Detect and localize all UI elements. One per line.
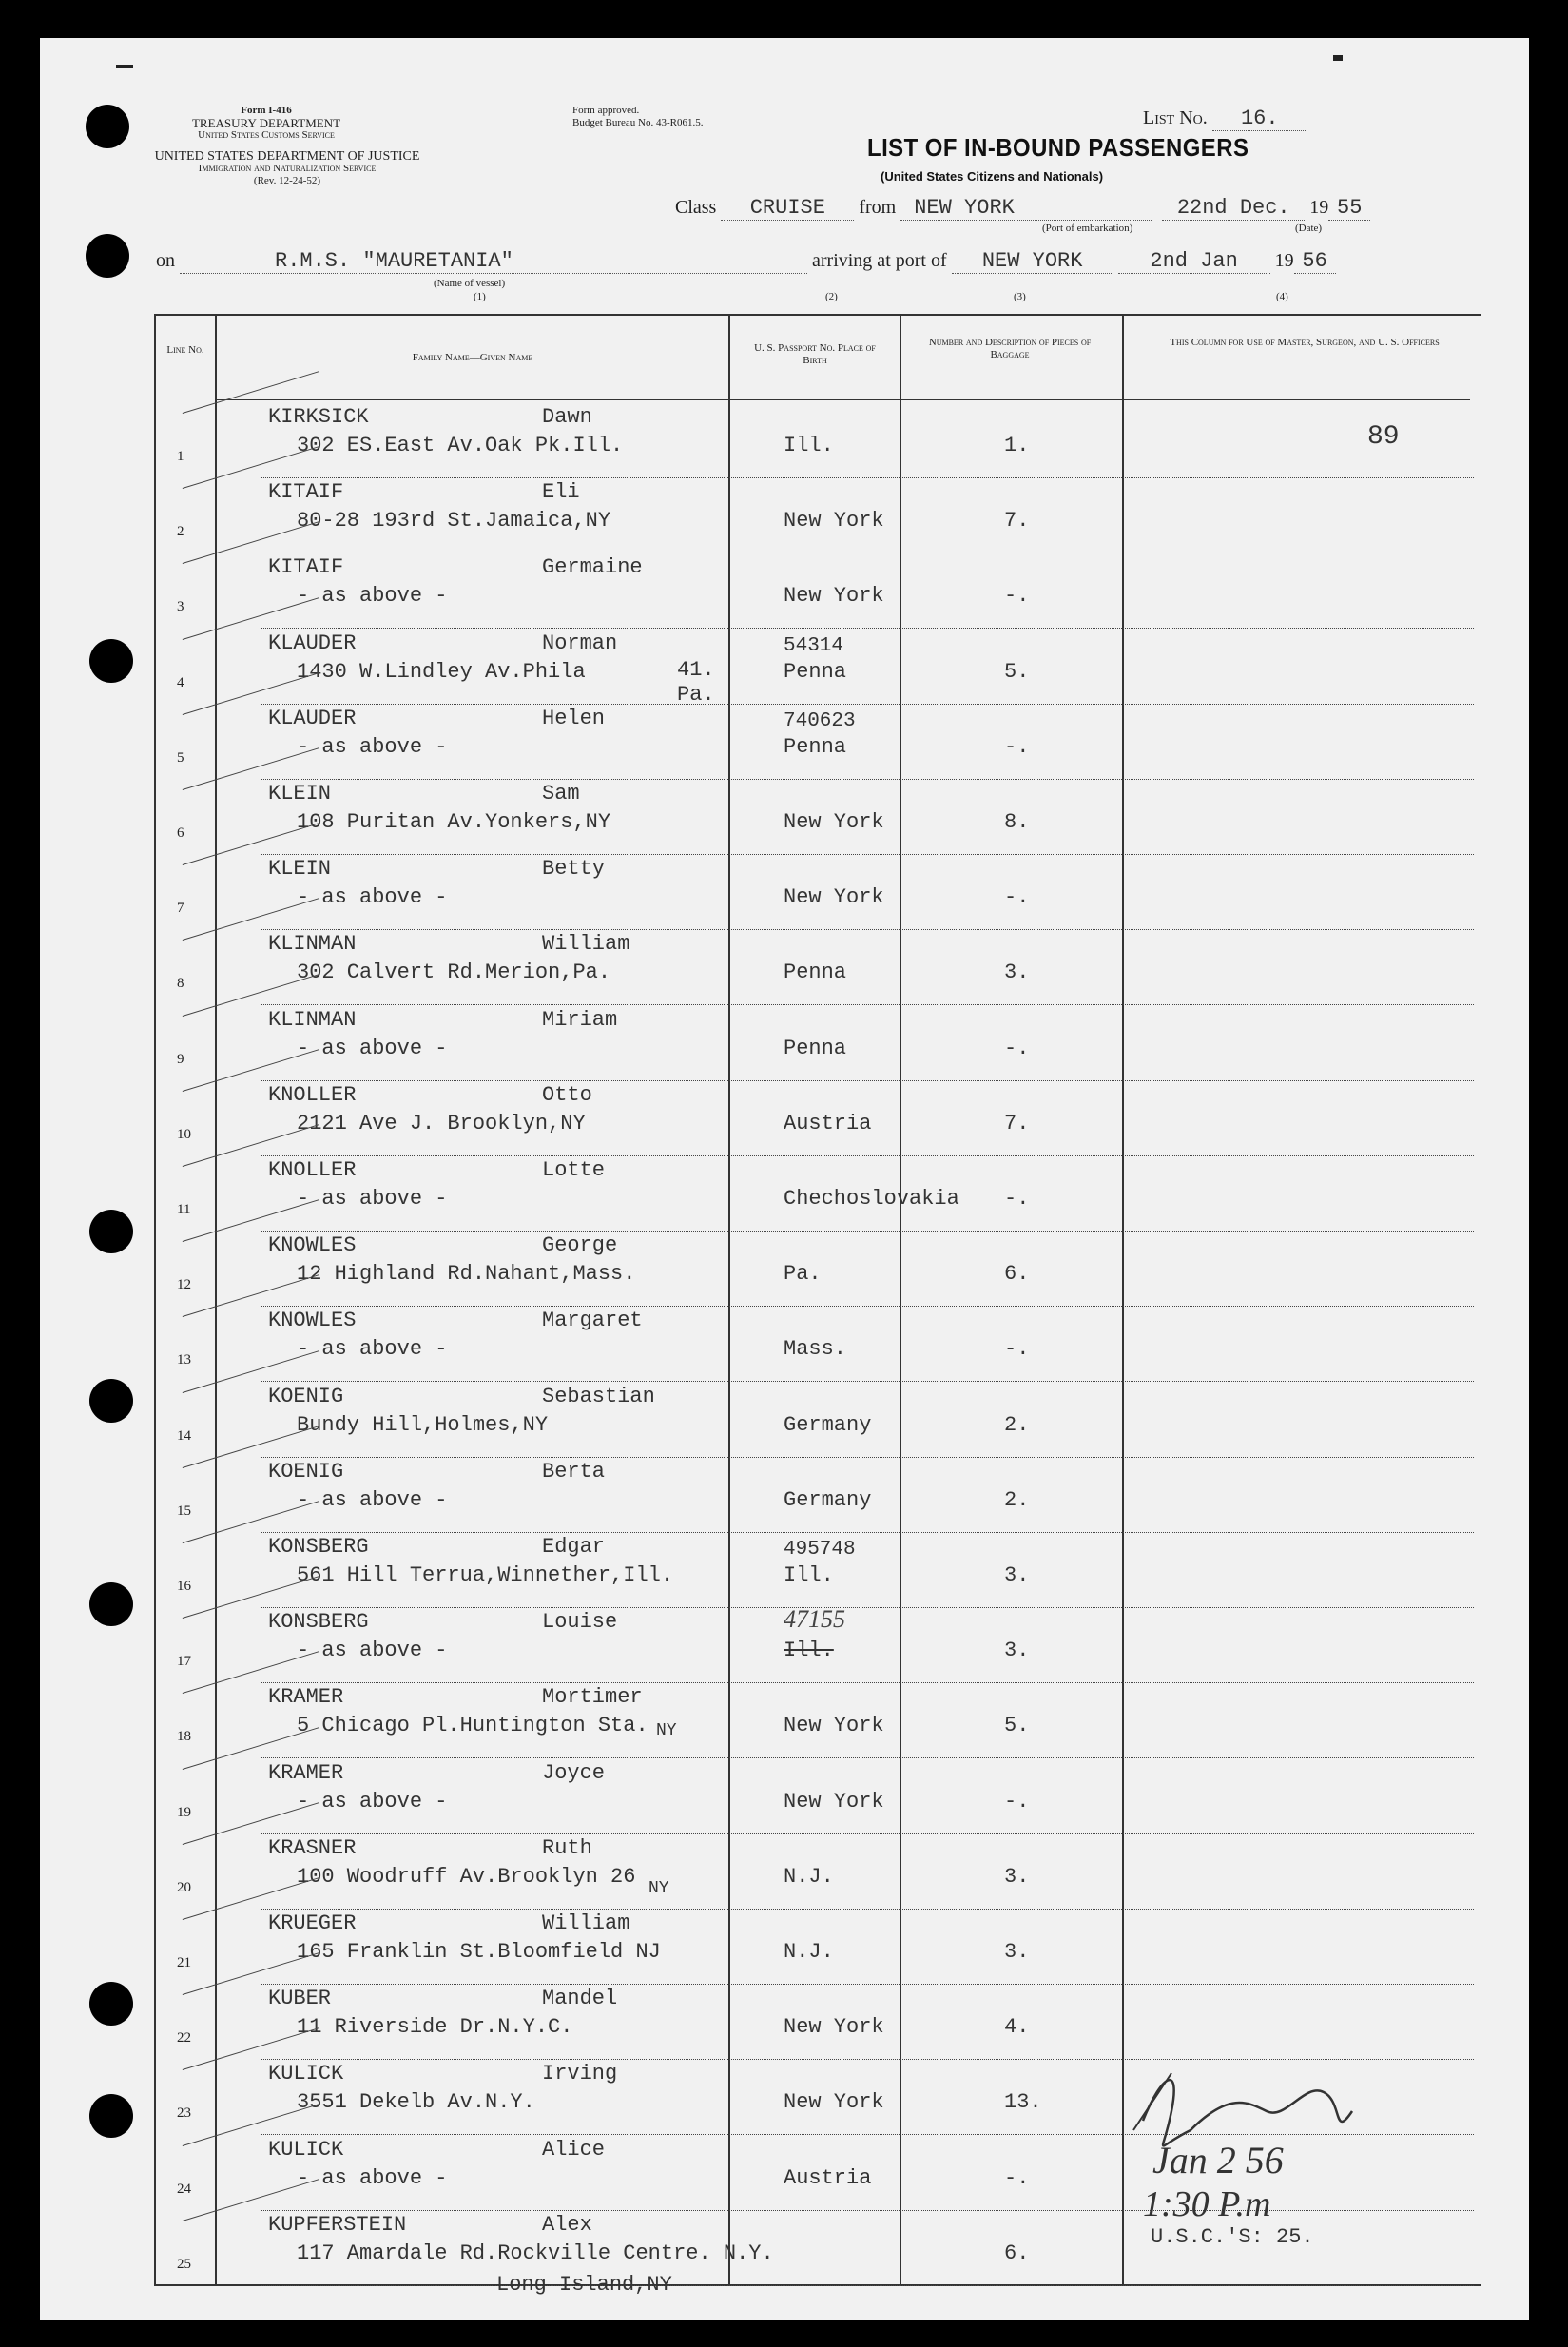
place-of-birth: Pa. bbox=[784, 1262, 822, 1287]
baggage-count: 2. bbox=[1004, 1412, 1030, 1437]
from-label: from bbox=[859, 197, 897, 218]
table-top-border bbox=[154, 314, 1481, 316]
address: 1430 W.Lindley Av.Phila bbox=[297, 659, 586, 684]
line-number: 13 bbox=[177, 1352, 191, 1368]
address: - as above - bbox=[297, 1487, 448, 1512]
revision-label: (Rev. 12-24-52) bbox=[253, 175, 321, 186]
line-number: 25 bbox=[177, 2256, 191, 2272]
header-baggage: Number and Description of Pieces of Baggage bbox=[928, 337, 1092, 360]
baggage-count: 5. bbox=[1004, 659, 1030, 684]
address: - as above - bbox=[297, 885, 448, 910]
header-underline bbox=[215, 399, 1470, 400]
baggage-count: -. bbox=[1004, 885, 1030, 910]
place-of-birth: New York bbox=[784, 1714, 884, 1738]
given-name: Ruth bbox=[542, 1835, 592, 1860]
budget-label: Budget Bureau No. 43-R061.5. bbox=[572, 117, 704, 128]
list-number-value: 16. bbox=[1212, 107, 1307, 131]
handwritten-passport-no: 47155 bbox=[784, 1605, 845, 1633]
family-name: KOENIG bbox=[268, 1459, 344, 1484]
address: - as above - bbox=[297, 1337, 448, 1362]
baggage-count: -. bbox=[1004, 734, 1030, 759]
line-number: 5 bbox=[177, 749, 184, 766]
arrival-port: NEW YORK bbox=[952, 249, 1113, 274]
date-year: 55 bbox=[1328, 196, 1370, 221]
approved-label: Form approved. bbox=[572, 105, 640, 116]
address: 302 Calvert Rd.Merion,Pa. bbox=[297, 960, 611, 985]
on-label: on bbox=[156, 250, 175, 271]
baggage-count: 7. bbox=[1004, 1111, 1030, 1135]
address: 3551 Dekelb Av.N.Y. bbox=[297, 2090, 535, 2115]
passenger-table bbox=[40, 403, 1529, 2286]
family-name: KITAIF bbox=[268, 555, 344, 580]
place-of-birth: Ill. bbox=[784, 434, 834, 457]
given-name: Sam bbox=[542, 782, 580, 805]
line-number: 6 bbox=[177, 825, 184, 841]
class-label: Class bbox=[675, 197, 717, 218]
port-emb-caption: (Port of embarkation) bbox=[1042, 223, 1133, 234]
place-of-birth: New York bbox=[784, 584, 884, 609]
address: 5 Chicago Pl.Huntington Sta. bbox=[297, 1714, 648, 1738]
family-name: KULICK bbox=[268, 2137, 344, 2162]
address: 561 Hill Terrua,Winnether,Ill. bbox=[297, 1563, 674, 1587]
given-name: Betty bbox=[542, 857, 606, 882]
family-name: KNOWLES bbox=[268, 1309, 357, 1333]
line-number: 21 bbox=[177, 1955, 191, 1970]
passport-number: 495748 bbox=[784, 1539, 856, 1561]
place-of-birth: Penna bbox=[784, 1036, 847, 1060]
place-of-birth: Penna bbox=[784, 734, 847, 759]
passport-number: 54314 bbox=[784, 634, 844, 657]
family-name: KRAMER bbox=[268, 1685, 344, 1710]
vessel-caption: (Name of vessel) bbox=[434, 278, 506, 289]
form-number: Form I-416 bbox=[241, 105, 292, 116]
arrival-year-prefix: 19 bbox=[1274, 250, 1294, 271]
table-row bbox=[40, 1683, 1529, 1758]
justice-header bbox=[97, 150, 477, 187]
given-name: Helen bbox=[542, 706, 606, 730]
given-name: William bbox=[542, 1911, 630, 1935]
from-value: NEW YORK bbox=[900, 196, 1152, 221]
address: - as above - bbox=[297, 2165, 448, 2190]
col4-num: (4) bbox=[1276, 291, 1288, 302]
address: 117 Amardale Rd.Rockville Centre. N.Y. bbox=[297, 2240, 774, 2265]
baggage-count: -. bbox=[1004, 1187, 1030, 1211]
address: Bundy Hill,Holmes,NY bbox=[297, 1412, 549, 1437]
family-name: KRUEGER bbox=[268, 1911, 357, 1935]
given-name: Mortimer bbox=[542, 1685, 643, 1710]
list-label: List No. bbox=[1143, 107, 1208, 128]
family-name: KLAUDER bbox=[268, 706, 357, 730]
given-name: Louise bbox=[542, 1610, 618, 1635]
document-subtitle: (United States Citizens and Nationals) bbox=[881, 169, 1104, 184]
family-name: KRAMER bbox=[268, 1760, 344, 1785]
document-title: LIST OF IN-BOUND PASSENGERS bbox=[867, 133, 1249, 162]
address: - as above - bbox=[297, 1789, 448, 1814]
family-name: KLEIN bbox=[268, 782, 332, 805]
place-of-birth: New York bbox=[784, 509, 884, 533]
customs-label: United States Customs Service bbox=[198, 129, 335, 141]
place-of-birth: Mass. bbox=[784, 1337, 847, 1362]
place-of-birth: N.J. bbox=[784, 1864, 834, 1889]
baggage-count: 8. bbox=[1004, 810, 1030, 834]
line-number: 19 bbox=[177, 1804, 191, 1820]
line-number: 12 bbox=[177, 1277, 191, 1293]
ins-label: Immigration and Naturalization Service bbox=[198, 163, 377, 174]
document-sheet bbox=[40, 38, 1529, 2320]
baggage-count: 7. bbox=[1004, 509, 1030, 533]
place-of-birth: New York bbox=[784, 810, 884, 834]
line-number: 2 bbox=[177, 524, 184, 540]
given-name: Alice bbox=[542, 2137, 606, 2162]
family-name: KNOLLER bbox=[268, 1158, 357, 1182]
address: 80-28 193rd St.Jamaica,NY bbox=[297, 509, 611, 533]
header-name: Family Name—Given Name bbox=[412, 352, 533, 363]
address: 12 Highland Rd.Nahant,Mass. bbox=[297, 1262, 636, 1287]
line-number: 15 bbox=[177, 1503, 191, 1519]
binder-hole bbox=[86, 234, 129, 278]
handwritten-time: 1:30 P.m bbox=[1143, 2184, 1271, 2224]
address: - as above - bbox=[297, 1187, 448, 1211]
place-of-birth: Austria bbox=[784, 2165, 872, 2190]
family-name: KLINMAN bbox=[268, 932, 357, 957]
table-row bbox=[40, 1759, 1529, 1834]
usc-total: U.S.C.'S: 25. bbox=[1151, 2225, 1314, 2249]
place-of-birth: Ill. bbox=[784, 1639, 834, 1663]
arrival-year: 56 bbox=[1294, 249, 1336, 274]
col2-num: (2) bbox=[825, 291, 838, 302]
place-of-birth: Ill. bbox=[784, 1563, 834, 1587]
given-name: Irving bbox=[542, 2062, 618, 2086]
address: 108 Puritan Av.Yonkers,NY bbox=[297, 810, 611, 834]
given-name: William bbox=[542, 932, 630, 957]
given-name: George bbox=[542, 1233, 618, 1258]
passport-number: 740623 bbox=[784, 709, 856, 732]
family-name: KNOWLES bbox=[268, 1233, 357, 1258]
place-of-birth: Penna bbox=[784, 659, 847, 684]
baggage-count: 3. bbox=[1004, 960, 1030, 985]
line-number: 3 bbox=[177, 599, 184, 615]
line-number: 7 bbox=[177, 901, 184, 917]
arriving-label: arriving at port of bbox=[812, 250, 947, 271]
date-caption: (Date) bbox=[1295, 223, 1323, 234]
baggage-count: 6. bbox=[1004, 1262, 1030, 1287]
table-row bbox=[40, 403, 1529, 478]
address: 165 Franklin St.Bloomfield NJ bbox=[297, 1940, 661, 1964]
row20-ny: NY bbox=[648, 1879, 669, 1898]
line-number: 22 bbox=[177, 2030, 191, 2046]
given-name: Germaine bbox=[542, 555, 643, 580]
given-name: Norman bbox=[542, 630, 618, 655]
family-name: KUBER bbox=[268, 1987, 332, 2011]
table-row bbox=[40, 855, 1529, 930]
given-name: Lotte bbox=[542, 1158, 606, 1182]
header-officers: This Column for Use of Master, Surgeon, and U. S. Officers bbox=[1170, 337, 1440, 348]
baggage-count: 6. bbox=[1004, 2240, 1030, 2265]
address: - as above - bbox=[297, 584, 448, 609]
family-name: KOENIG bbox=[268, 1384, 344, 1408]
form-agency-header bbox=[143, 105, 390, 142]
given-name: Otto bbox=[542, 1082, 592, 1107]
date-year-prefix: 19 bbox=[1309, 197, 1329, 218]
family-name: KITAIF bbox=[268, 480, 344, 505]
table-row bbox=[40, 1383, 1529, 1458]
place-of-birth: New York bbox=[784, 2015, 884, 2040]
place-of-birth: New York bbox=[784, 2090, 884, 2115]
baggage-count: -. bbox=[1004, 584, 1030, 609]
baggage-count: 13. bbox=[1004, 2090, 1042, 2115]
family-name: KULICK bbox=[268, 2062, 344, 2086]
vessel-col-num: (1) bbox=[474, 291, 486, 302]
date-value: 22nd Dec. bbox=[1162, 196, 1305, 221]
table-row bbox=[40, 1910, 1529, 1985]
address: 11 Riverside Dr.N.Y.C. bbox=[297, 2015, 573, 2040]
address: 100 Woodruff Av.Brooklyn 26 bbox=[297, 1864, 636, 1889]
stray-mark bbox=[116, 65, 133, 68]
stray-mark bbox=[1333, 55, 1343, 61]
row25-extra-line: Long Island,NY bbox=[496, 2273, 672, 2297]
handwritten-date: Jan 2 56 bbox=[1152, 2139, 1284, 2182]
baggage-count: -. bbox=[1004, 1337, 1030, 1362]
treasury-label: TREASURY DEPARTMENT bbox=[191, 116, 341, 130]
given-name: Mandel bbox=[542, 1987, 618, 2011]
given-name: Eli bbox=[542, 480, 580, 505]
approval-block bbox=[572, 105, 703, 129]
line-number: 14 bbox=[177, 1427, 191, 1444]
given-name: Edgar bbox=[542, 1535, 606, 1559]
baggage-count: -. bbox=[1004, 1036, 1030, 1060]
baggage-count: 4. bbox=[1004, 2015, 1030, 2040]
table-row bbox=[40, 1232, 1529, 1307]
vessel-name: R.M.S. "MAURETANIA" bbox=[180, 249, 807, 274]
given-name: Sebastian bbox=[542, 1384, 655, 1408]
justice-label: UNITED STATES DEPARTMENT OF JUSTICE bbox=[154, 149, 420, 164]
line-number: 20 bbox=[177, 1879, 191, 1895]
given-name: Margaret bbox=[542, 1309, 643, 1333]
family-name: KLAUDER bbox=[268, 630, 357, 655]
table-row bbox=[40, 930, 1529, 1005]
place-of-birth: Germany bbox=[784, 1487, 872, 1512]
baggage-count: 1. bbox=[1004, 434, 1030, 457]
given-name: Alex bbox=[542, 2212, 592, 2237]
line-number: 1 bbox=[177, 449, 184, 464]
baggage-count: 2. bbox=[1004, 1487, 1030, 1512]
table-row bbox=[40, 1533, 1529, 1608]
baggage-count: -. bbox=[1004, 1789, 1030, 1814]
baggage-count: 5. bbox=[1004, 1714, 1030, 1738]
table-row bbox=[40, 705, 1529, 780]
place-of-birth: Penna bbox=[784, 960, 847, 985]
baggage-count: -. bbox=[1004, 2165, 1030, 2190]
place-of-birth: New York bbox=[784, 1789, 884, 1814]
line-number: 18 bbox=[177, 1729, 191, 1745]
address: 2121 Ave J. Brooklyn,NY bbox=[297, 1111, 586, 1135]
address: - as above - bbox=[297, 1639, 448, 1663]
baggage-count: 3. bbox=[1004, 1864, 1030, 1889]
place-of-birth: Chechoslovakia bbox=[784, 1187, 959, 1211]
list-number bbox=[1143, 107, 1307, 131]
table-row bbox=[40, 1156, 1529, 1232]
row18-ny: NY bbox=[656, 1721, 677, 1740]
line-number: 17 bbox=[177, 1654, 191, 1670]
table-row bbox=[40, 478, 1529, 553]
table-row bbox=[40, 1985, 1529, 2060]
table-row bbox=[40, 780, 1529, 855]
family-name: KLEIN bbox=[268, 857, 332, 882]
table-row bbox=[40, 1307, 1529, 1382]
table-row bbox=[40, 1006, 1529, 1081]
family-name: KONSBERG bbox=[268, 1535, 369, 1559]
line-number: 4 bbox=[177, 674, 184, 690]
place-of-birth: Austria bbox=[784, 1111, 872, 1135]
col3-num: (3) bbox=[1014, 291, 1026, 302]
table-row bbox=[40, 630, 1529, 705]
given-name: Berta bbox=[542, 1459, 606, 1484]
line-number: 23 bbox=[177, 2105, 191, 2122]
family-name: KLINMAN bbox=[268, 1007, 357, 1032]
class-value: CRUISE bbox=[721, 196, 854, 221]
line-number: 11 bbox=[177, 1202, 191, 1217]
header-passport: U. S. Passport No. Place of Birth bbox=[754, 342, 876, 366]
row4-annotation: 41. Pa. bbox=[677, 658, 715, 707]
family-name: KRASNER bbox=[268, 1835, 357, 1860]
officer-signature bbox=[1114, 2054, 1400, 2225]
baggage-count: 3. bbox=[1004, 1639, 1030, 1663]
family-name: KIRKSICK bbox=[268, 405, 369, 429]
table-row bbox=[40, 553, 1529, 629]
baggage-count: 3. bbox=[1004, 1563, 1030, 1587]
class-line bbox=[675, 196, 1370, 221]
row-separator bbox=[261, 2285, 1474, 2286]
place-of-birth: N.J. bbox=[784, 1940, 834, 1964]
line-number: 9 bbox=[177, 1051, 184, 1067]
table-row bbox=[40, 1458, 1529, 1533]
given-name: Dawn bbox=[542, 405, 592, 429]
place-of-birth: New York bbox=[784, 885, 884, 910]
officer-count-89: 89 bbox=[1367, 422, 1400, 452]
family-name: KNOLLER bbox=[268, 1082, 357, 1107]
line-number: 8 bbox=[177, 976, 184, 992]
address: 302 ES.East Av.Oak Pk.Ill. bbox=[297, 434, 624, 457]
vessel-line bbox=[156, 249, 1336, 274]
line-number: 16 bbox=[177, 1579, 191, 1594]
address: - as above - bbox=[297, 734, 448, 759]
address: - as above - bbox=[297, 1036, 448, 1060]
table-row bbox=[40, 1834, 1529, 1910]
line-number: 24 bbox=[177, 2181, 191, 2197]
family-name: KONSBERG bbox=[268, 1610, 369, 1635]
line-number: 10 bbox=[177, 1126, 191, 1142]
baggage-count: 3. bbox=[1004, 1940, 1030, 1964]
arrival-date: 2nd Jan bbox=[1118, 249, 1270, 274]
header-line-no: Line No. bbox=[166, 344, 204, 356]
given-name: Joyce bbox=[542, 1760, 606, 1785]
table-row bbox=[40, 1081, 1529, 1156]
place-of-birth: Germany bbox=[784, 1412, 872, 1437]
family-name: KUPFERSTEIN bbox=[268, 2212, 407, 2237]
binder-hole bbox=[86, 105, 129, 148]
given-name: Miriam bbox=[542, 1007, 618, 1032]
